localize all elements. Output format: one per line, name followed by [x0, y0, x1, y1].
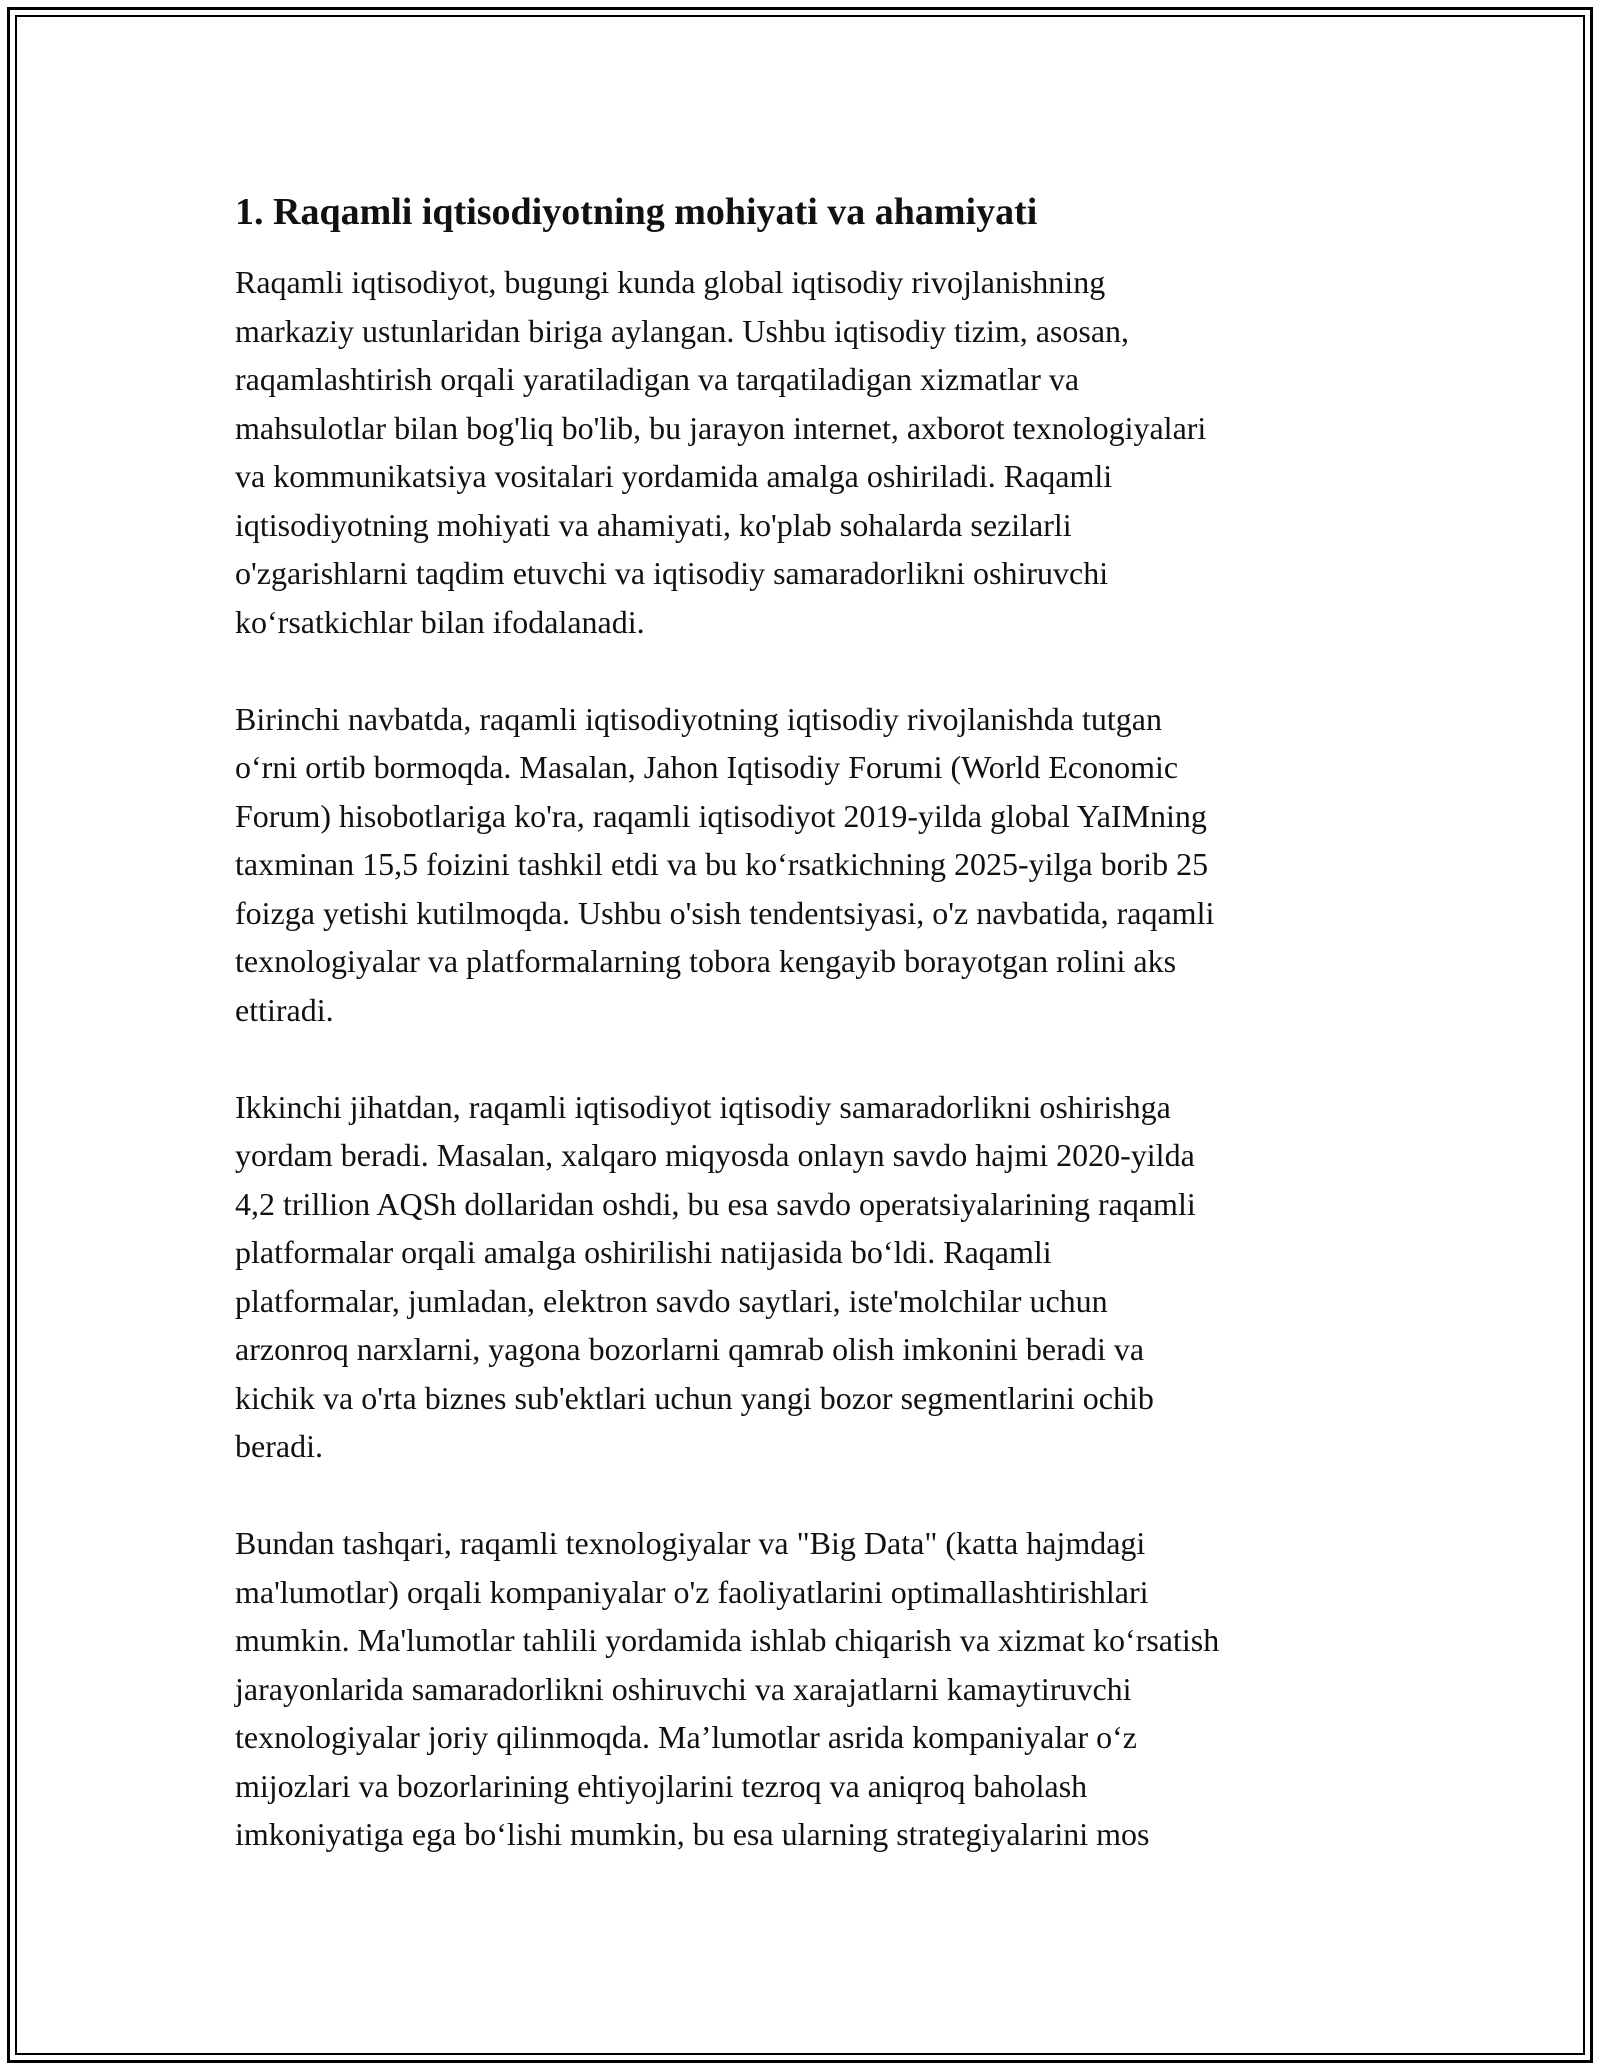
text-line: ma'lumotlar) orqali kompaniyalar o'z faoliyatlarini optimallashtirishlari: [235, 1573, 1149, 1610]
text-line: platformalar orqali amalga oshirilishi natijasida bo‘ldi. Raqamli: [235, 1234, 1052, 1270]
text-line: taxminan 15,5 foizini tashkil etdi va bu ko‘rsatkichning 2025-yilga borib 25: [235, 846, 1209, 882]
text-line: yordam beradi. Masalan, xalqaro miqyosda onlayn savdo hajmi 2020-yilda: [235, 1137, 1195, 1173]
text-line: Birinchi navbatda, raqamli iqtisodiyotning iqtisodiy rivojlanishda tutgan: [235, 700, 1162, 737]
text-line: Raqamli iqtisodiyot, bugungi kunda global iqtisodiy rivojlanishning: [235, 264, 1106, 300]
text-line: arzonroq narxlarni, yagona bozorlarni qamrab olish imkonini beradi va: [235, 1331, 1145, 1367]
document-body: [235, 188, 1375, 1907]
text-line: Forum) hisobotlariga ko'ra, raqamli iqtisodiyot 2019-yilda global YaIMning: [235, 797, 1207, 834]
section-title: 1. Raqamli iqtisodiyotning mohiyati va ahamiyati: [235, 191, 1038, 233]
paragraph-1: [235, 258, 1375, 646]
text-line: mumkin. Ma'lumotlar tahlili yordamida ishlab chiqarish va xizmat ko‘rsatish: [235, 1622, 1220, 1658]
text-line: imkoniyatiga ega bo‘lishi mumkin, bu esa ularning strategiyalarini mos: [235, 1816, 1150, 1852]
text-line: platformalar, jumladan, elektron savdo saytlari, iste'molchilar uchun: [235, 1282, 1108, 1319]
paragraph-3: [235, 1083, 1375, 1471]
text-line: kichik va o'rta biznes sub'ektlari uchun yangi bozor segmentlarini ochib: [235, 1379, 1154, 1416]
paragraph-2: [235, 695, 1375, 1035]
text-line: o'zgarishlarni taqdim etuvchi va iqtisodiy samaradorlikni oshiruvchi: [235, 555, 1109, 591]
text-line: raqamlashtirish orqali yaratiladigan va tarqatiladigan xizmatlar va: [235, 361, 1080, 397]
text-line: ko‘rsatkichlar bilan ifodalanadi.: [235, 603, 645, 640]
text-line: iqtisodiyotning mohiyati va ahamiyati, ko'plab sohalarda sezilarli: [235, 506, 1072, 543]
text-line: va kommunikatsiya vositalari yordamida amalga oshiriladi. Raqamli: [235, 458, 1113, 494]
text-line: beradi.: [235, 1428, 323, 1464]
text-line: foizga yetishi kutilmoqda. Ushbu o'sish tendentsiyasi, o'z navbatida, raqamli: [235, 894, 1215, 931]
text-line: Ikkinchi jihatdan, raqamli iqtisodiyot iqtisodiy samaradorlikni oshirishga: [235, 1088, 1171, 1125]
text-line: texnologiyalar joriy qilinmoqda. Ma’lumotlar asrida kompaniyalar o‘z: [235, 1719, 1137, 1755]
text-line: 4,2 trillion AQSh dollaridan oshdi, bu esa savdo operatsiyalarining raqamli: [235, 1185, 1196, 1222]
text-line: mahsulotlar bilan bog'liq bo'lib, bu jarayon internet, axborot texnologiyalari: [235, 409, 1207, 446]
paragraph-4: [235, 1519, 1375, 1859]
text-line: ettiradi.: [235, 991, 334, 1028]
text-line: texnologiyalar va platformalarning tobora kengayib borayotgan rolini aks: [235, 943, 1177, 979]
text-line: jarayonlarida samaradorlikni oshiruvchi va xarajatlarni kamaytiruvchi: [235, 1670, 1132, 1707]
text-line: mijozlari va bozorlarining ehtiyojlarini tezroq va aniqroq baholash: [235, 1767, 1088, 1804]
text-line: o‘rni ortib bormoqda. Masalan, Jahon Iqtisodiy Forumi (World Economic: [235, 749, 1179, 785]
text-line: Bundan tashqari, raqamli texnologiyalar va "Big Data" (katta hajmdagi: [235, 1525, 1146, 1561]
text-line: markaziy ustunlaridan biriga aylangan. Ushbu iqtisodiy tizim, asosan,: [235, 312, 1130, 349]
